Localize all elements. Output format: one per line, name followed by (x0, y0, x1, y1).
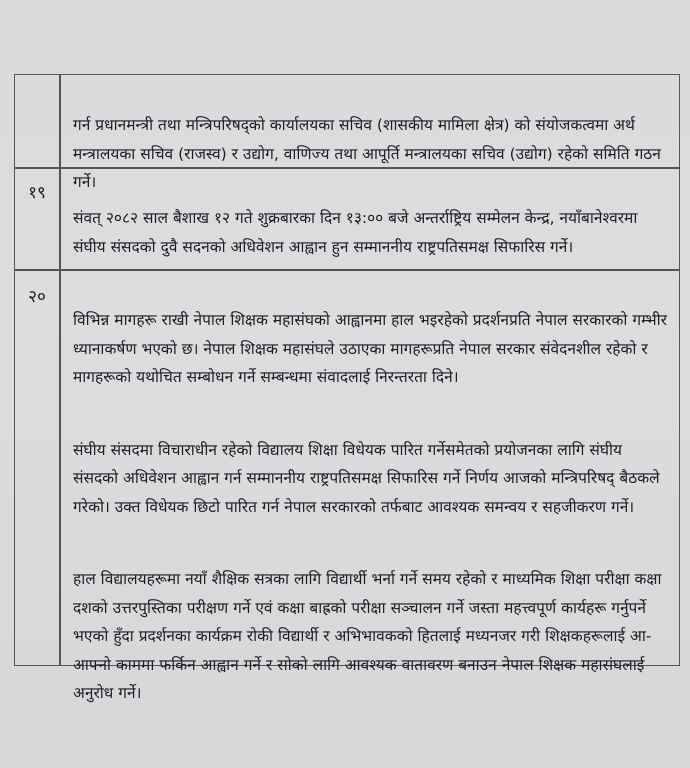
paragraph: गर्न प्रधानमन्त्री तथा मन्त्रिपरिषद्को कार्यालयका सचिव (शासकीय मामिला क्षेत्र) को संयोजकत्वमा अर्थ मन्त्रालयका सचिव (राजस्व) र उद्योग, वाणिज्य तथा आपूर्ति मन्त्रालयका सचिव (उद्योग) रहेको समिति गठन गर्ने। (73, 116, 661, 191)
row-text (73, 278, 669, 742)
table-row (15, 168, 679, 268)
table-row (15, 75, 679, 191)
row-number: २० (28, 287, 46, 307)
paragraph: हाल विद्यालयहरूमा नयाँ शैक्षिक सत्रका लागि विद्यार्थी भर्ना गर्ने समय रहेको र माध्यमिक शिक्षा परीक्षा कक्षा दशको उत्तरपुस्तिका परीक्षण गर्ने एवं कक्षा बाह्रको परीक्षा सञ्चालन गर्ने जस्ता महत्त्वपूर्ण कार्यहरू गर्नुपर्ने भएको हुँदा प्रदर्शनका कार्यक्रम रोकी विद्यार्थी र अभिभावकको हितलाई मध्यनजर गरी शिक्षकहरूलाई आ-आफ्नो काममा फर्किन आह्वान गर्ने र सोको लागि आवश्यक वातावरण बनाउन नेपाल शिक्षक महासंघलाई अनुरोध गर्ने। (73, 570, 662, 702)
paragraph: संवत् २०८२ साल बैशाख १२ गते शुक्रबारका दिन १३:०० बजे अन्तर्राष्ट्रिय सम्मेलन केन्द्र, नयाँबानेश्वरमा संघीय संसदको दुवै सदनको अधिवेशन आह्वान हुन सम्माननीय राष्ट्रपतिसमक्ष सिफारिस गर्ने। (73, 209, 638, 256)
decision-table (14, 74, 680, 702)
row-number: १९ (28, 183, 46, 203)
table-row (15, 270, 679, 702)
paragraph: विभिन्न मागहरू राखी नेपाल शिक्षक महासंघको आह्वानमा हाल भइरहेको प्रदर्शनप्रति नेपाल सरकारको गम्भीर ध्यानाकर्षण भएको छ। नेपाल शिक्षक महासंघले उठाएका मागहरूप्रति नेपाल सरकार संवेदनशील रहेको र मागहरूको यथोचित सम्बोधन गर्ने सम्बन्धमा संवादलाई निरन्तरता दिने। (73, 311, 667, 386)
paragraph: संघीय संसदमा विचाराधीन रहेको विद्यालय शिक्षा विधेयक पारित गर्नेसमेतको प्रयोजनका लागि संघीय संसदको अधिवेशन आह्वान गर्न सम्माननीय राष्ट्रपतिसमक्ष सिफारिस गर्ने निर्णय आजको मन्त्रिपरिषद् बैठकले गरेको। उक्त विधेयक छिटो पारित गर्न नेपाल सरकारको तर्फबाट आवश्यक समन्वय र सहजीकरण गर्ने। (73, 440, 660, 516)
